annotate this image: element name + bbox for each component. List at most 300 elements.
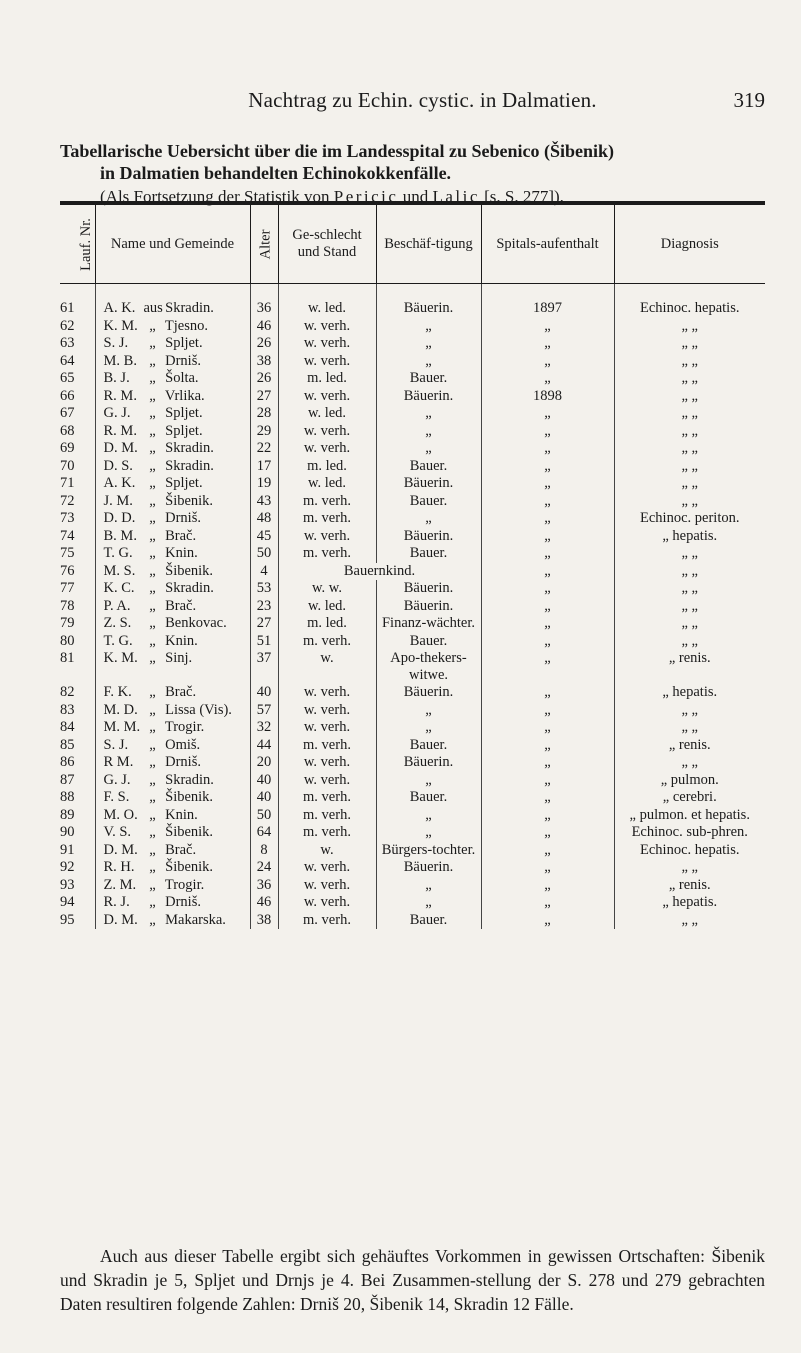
table-header xyxy=(60,203,765,284)
name-and-municipality xyxy=(95,842,250,860)
age: 20 xyxy=(250,754,278,772)
occupation: „ xyxy=(376,335,481,353)
from-marker: „ xyxy=(149,317,156,334)
name-and-municipality xyxy=(95,475,250,493)
municipality: Brač. xyxy=(165,684,197,700)
hospital-stay: „ xyxy=(481,335,614,353)
patient-initials: S. J. xyxy=(103,335,129,351)
patient-initials: F. K. xyxy=(103,684,132,700)
table-row xyxy=(60,824,765,842)
case-number: 89 xyxy=(60,806,75,823)
table-row xyxy=(60,702,765,720)
occupation: „ xyxy=(376,440,481,458)
from-marker: „ xyxy=(149,754,156,770)
diagnosis: „ „ xyxy=(614,440,765,458)
name-and-municipality xyxy=(95,335,250,353)
diagnosis: „ „ xyxy=(614,335,765,353)
spacer-row xyxy=(60,284,765,301)
age: 38 xyxy=(250,353,278,371)
occupation: Bäuerin. xyxy=(376,598,481,616)
municipality: Drniš. xyxy=(165,352,201,369)
header-lauf-nr: Lauf. Nr. xyxy=(60,203,95,284)
from-marker: „ xyxy=(149,632,156,649)
table-row xyxy=(60,458,765,476)
diagnosis: „ pulmon. xyxy=(614,772,765,790)
occupation: Bauer. xyxy=(376,737,481,755)
header-sex: Ge-schlecht und Stand xyxy=(278,203,376,284)
sex-and-status: w. led. xyxy=(278,405,376,423)
from-marker: „ xyxy=(149,859,156,875)
diagnosis: „ „ xyxy=(614,580,765,598)
age: 46 xyxy=(250,894,278,912)
patient-initials: F. S. xyxy=(103,789,130,805)
table-row xyxy=(60,510,765,528)
from-marker: „ xyxy=(149,387,156,404)
patient-initials: M. S. xyxy=(103,562,136,579)
name-and-municipality xyxy=(95,894,250,912)
from-marker: „ xyxy=(149,615,156,631)
case-number: 66 xyxy=(60,387,75,404)
diagnosis: „ „ xyxy=(614,318,765,336)
from-marker: „ xyxy=(149,562,156,579)
diagnosis: „ „ xyxy=(614,493,765,511)
hospital-stay: „ xyxy=(481,353,614,371)
occupation: Bauer. xyxy=(376,912,481,930)
patient-initials: S. J. xyxy=(103,736,129,753)
table-row xyxy=(60,545,765,563)
sex-and-status: w. verh. xyxy=(278,772,376,790)
hospital-stay: „ xyxy=(481,493,614,511)
occupation: Bauer. xyxy=(376,370,481,388)
age: 26 xyxy=(250,370,278,388)
age: 40 xyxy=(250,772,278,790)
hospital-stay: „ xyxy=(481,824,614,842)
name-and-municipality xyxy=(95,510,250,528)
municipality: Knin. xyxy=(165,545,198,561)
patient-initials: R. H. xyxy=(103,859,135,875)
name-and-municipality xyxy=(95,754,250,772)
age: 37 xyxy=(250,650,278,684)
case-number: 81 xyxy=(60,650,75,666)
age: 32 xyxy=(250,719,278,737)
from-marker: „ xyxy=(149,876,156,893)
patient-initials: P. A. xyxy=(103,597,131,614)
hospital-stay: „ xyxy=(481,650,614,684)
case-number: 65 xyxy=(60,370,75,386)
sex-and-status: m. verh. xyxy=(278,545,376,563)
patient-initials: A. K. xyxy=(103,300,136,316)
from-marker: „ xyxy=(149,405,156,421)
municipality: Trogir. xyxy=(164,876,205,893)
table-row xyxy=(60,475,765,493)
hospital-stay: „ xyxy=(481,877,614,895)
hospital-stay: „ xyxy=(481,580,614,598)
patient-initials: B. M. xyxy=(103,527,137,544)
name-and-municipality xyxy=(95,877,250,895)
table-row xyxy=(60,353,765,371)
hospital-stay: „ xyxy=(481,528,614,546)
case-number: 63 xyxy=(60,335,75,351)
age: 46 xyxy=(250,318,278,336)
name-and-municipality xyxy=(95,493,250,511)
municipality: Šibenik. xyxy=(165,492,214,509)
case-number: 94 xyxy=(60,894,75,910)
municipality: Sinj. xyxy=(165,650,193,666)
age: 64 xyxy=(250,824,278,842)
name-and-municipality xyxy=(95,423,250,441)
from-marker: „ xyxy=(149,335,156,351)
case-number: 88 xyxy=(60,789,75,805)
author-lalic: Lalic xyxy=(432,187,480,206)
municipality: Lissa (Vis). xyxy=(165,701,232,718)
municipality: Skradin. xyxy=(165,300,214,316)
hospital-stay: „ xyxy=(481,859,614,877)
occupation: Bäuerin. xyxy=(376,580,481,598)
from-marker: „ xyxy=(149,492,156,509)
occupation: Bäuerin. xyxy=(376,475,481,493)
name-and-municipality xyxy=(95,807,250,825)
age: 29 xyxy=(250,423,278,441)
hospital-stay: 1898 xyxy=(481,388,614,406)
diagnosis: „ hepatis. xyxy=(614,528,765,546)
patient-initials: K. C. xyxy=(103,580,135,596)
age: 40 xyxy=(250,684,278,702)
municipality: Vrlika. xyxy=(164,387,205,404)
age: 38 xyxy=(250,912,278,930)
from-marker: „ xyxy=(149,771,156,788)
patient-initials: D. D. xyxy=(103,510,136,526)
header-diagnosis: Diagnosis xyxy=(614,203,765,284)
occupation: Bauer. xyxy=(376,493,481,511)
patient-initials: M. B. xyxy=(103,352,137,369)
municipality: Makarska. xyxy=(165,911,226,928)
diagnosis: „ cerebri. xyxy=(614,789,765,807)
patient-initials: K. M. xyxy=(103,317,138,334)
name-and-municipality xyxy=(95,353,250,371)
diagnosis: „ „ xyxy=(614,702,765,720)
name-and-municipality xyxy=(95,824,250,842)
municipality: Drniš. xyxy=(165,510,201,526)
sex-and-status: m. led. xyxy=(278,370,376,388)
sex-and-status: w. verh. xyxy=(278,877,376,895)
municipality: Trogir. xyxy=(164,719,205,735)
hospital-stay: „ xyxy=(481,702,614,720)
municipality: Šibenik. xyxy=(165,824,214,840)
case-number: 80 xyxy=(60,632,75,649)
occupation: Bäuerin. xyxy=(376,528,481,546)
diagnosis: „ renis. xyxy=(614,650,765,684)
case-number: 79 xyxy=(60,615,75,631)
municipality: Omiš. xyxy=(165,736,201,753)
occupation: Bauer. xyxy=(376,633,481,651)
footer-paragraph: Auch aus dieser Tabelle ergibt sich gehäuftes Vorkommen in gewissen Ortschaften: Šibenik und Skradin je 5, Spljet und Drnjs je 4. Bei Zusammen-stellung der S. 278 und 279 gebrachten Daten resultiren folgende Zahlen: Drniš 20, Šibenik 14, Skradin 12 Fälle. xyxy=(60,1246,765,1314)
occupation: „ xyxy=(376,405,481,423)
table-row xyxy=(60,615,765,633)
sex-and-status: m. verh. xyxy=(278,737,376,755)
name-and-municipality xyxy=(95,737,250,755)
name-and-municipality xyxy=(95,300,250,318)
name-and-municipality xyxy=(95,440,250,458)
from-marker: „ xyxy=(149,352,156,369)
occupation: „ xyxy=(376,318,481,336)
table-row xyxy=(60,650,765,684)
diagnosis: „ „ xyxy=(614,423,765,441)
table-row xyxy=(60,300,765,318)
sex-and-occupation: Bauernkind. xyxy=(278,563,481,581)
hospital-stay: „ xyxy=(481,598,614,616)
patient-initials: A. K. xyxy=(103,475,136,491)
table-row xyxy=(60,528,765,546)
name-and-municipality xyxy=(95,702,250,720)
from-marker: „ xyxy=(149,457,156,474)
case-number: 76 xyxy=(60,562,75,579)
case-number: 92 xyxy=(60,859,75,875)
case-number: 74 xyxy=(60,527,75,544)
diagnosis: „ „ xyxy=(614,719,765,737)
hospital-stay: „ xyxy=(481,563,614,581)
age: 26 xyxy=(250,335,278,353)
from-marker: „ xyxy=(149,422,156,439)
municipality: Spljet. xyxy=(165,405,203,421)
occupation: „ xyxy=(376,353,481,371)
patient-initials: G. J. xyxy=(103,405,131,421)
patient-initials: K. M. xyxy=(103,650,138,666)
table-row xyxy=(60,388,765,406)
diagnosis: Echinoc. periton. xyxy=(614,510,765,528)
table-body xyxy=(60,284,765,930)
header-age: Alter xyxy=(250,203,278,284)
from-marker: aus xyxy=(143,300,163,316)
occupation: „ xyxy=(376,807,481,825)
occupation: Bäuerin. xyxy=(376,300,481,318)
sex-and-status: w. verh. xyxy=(278,528,376,546)
name-and-municipality xyxy=(95,598,250,616)
sex-and-status: w. verh. xyxy=(278,388,376,406)
from-marker: „ xyxy=(149,736,156,753)
sex-and-status: w. w. xyxy=(278,580,376,598)
from-marker: „ xyxy=(149,527,156,544)
occupation: „ xyxy=(376,423,481,441)
municipality: Skradin. xyxy=(165,580,214,596)
patient-initials: R. M. xyxy=(103,422,137,439)
age: 23 xyxy=(250,598,278,616)
hospital-stay: „ xyxy=(481,807,614,825)
subtitle-pre: (Als Fortsetzung der Statistik von xyxy=(100,187,334,206)
patient-initials: D. M. xyxy=(103,911,138,928)
hospital-stay: „ xyxy=(481,615,614,633)
name-and-municipality xyxy=(95,912,250,930)
name-and-municipality xyxy=(95,370,250,388)
age: 22 xyxy=(250,440,278,458)
table-row xyxy=(60,807,765,825)
diagnosis: „ „ xyxy=(614,475,765,493)
sex-and-status: w. verh. xyxy=(278,702,376,720)
table-row xyxy=(60,318,765,336)
diagnosis: „ „ xyxy=(614,458,765,476)
age: 24 xyxy=(250,859,278,877)
age: 57 xyxy=(250,702,278,720)
occupation: Bäuerin. xyxy=(376,388,481,406)
diagnosis: „ renis. xyxy=(614,737,765,755)
name-and-municipality xyxy=(95,633,250,651)
sex-and-status: m. led. xyxy=(278,615,376,633)
sex-and-status: w. led. xyxy=(278,598,376,616)
patient-initials: R. J. xyxy=(103,894,130,910)
hospital-stay: „ xyxy=(481,789,614,807)
header-job: Beschäf-tigung xyxy=(376,203,481,284)
age: 53 xyxy=(250,580,278,598)
municipality: Brač. xyxy=(165,527,197,544)
municipality: Šibenik. xyxy=(165,789,214,805)
sex-and-status: w. xyxy=(278,842,376,860)
age: 43 xyxy=(250,493,278,511)
subtitle-mid: und xyxy=(398,187,433,206)
sex-and-status: m. verh. xyxy=(278,912,376,930)
name-and-municipality xyxy=(95,388,250,406)
age: 50 xyxy=(250,545,278,563)
name-and-municipality xyxy=(95,789,250,807)
diagnosis: „ pulmon. et hepatis. xyxy=(614,807,765,825)
hospital-stay: „ xyxy=(481,405,614,423)
municipality: Šibenik. xyxy=(165,859,214,875)
case-number: 93 xyxy=(60,876,75,893)
case-number: 70 xyxy=(60,457,75,474)
hospital-stay: „ xyxy=(481,737,614,755)
from-marker: „ xyxy=(149,806,156,823)
age: 36 xyxy=(250,300,278,318)
case-number: 91 xyxy=(60,841,75,858)
case-number: 82 xyxy=(60,684,75,700)
sex-and-status: m. verh. xyxy=(278,824,376,842)
table-row xyxy=(60,789,765,807)
diagnosis: „ „ xyxy=(614,912,765,930)
case-number: 83 xyxy=(60,701,75,718)
age: 19 xyxy=(250,475,278,493)
case-number: 69 xyxy=(60,440,75,456)
diagnosis: „ renis. xyxy=(614,877,765,895)
subtitle-post: [s. S. 277]). xyxy=(479,187,564,206)
diagnosis: „ „ xyxy=(614,388,765,406)
name-and-municipality xyxy=(95,528,250,546)
case-number: 71 xyxy=(60,475,75,491)
echinococcus-cases-table xyxy=(60,201,765,929)
diagnosis: „ „ xyxy=(614,563,765,581)
occupation: Bäuerin. xyxy=(376,754,481,772)
hospital-stay: 1897 xyxy=(481,300,614,318)
sex-and-status: m. verh. xyxy=(278,807,376,825)
hospital-stay: „ xyxy=(481,458,614,476)
occupation: Finanz-wächter. xyxy=(376,615,481,633)
occupation: Bürgers-tochter. xyxy=(376,842,481,860)
occupation: „ xyxy=(376,702,481,720)
running-title: Nachtrag zu Echin. cystic. in Dalmatien. xyxy=(248,88,597,112)
case-number: 77 xyxy=(60,580,75,596)
patient-initials: R M. xyxy=(103,754,134,770)
case-number: 78 xyxy=(60,597,75,614)
header-stay: Spitals-aufenthalt xyxy=(481,203,614,284)
municipality: Spljet. xyxy=(165,475,203,491)
hospital-stay: „ xyxy=(481,842,614,860)
occupation: Bauer. xyxy=(376,458,481,476)
table-row xyxy=(60,842,765,860)
hospital-stay: „ xyxy=(481,370,614,388)
patient-initials: Z. M. xyxy=(103,876,137,893)
sex-and-status: w. verh. xyxy=(278,353,376,371)
hospital-stay: „ xyxy=(481,440,614,458)
table-row xyxy=(60,440,765,458)
from-marker: „ xyxy=(149,824,156,840)
municipality: Skradin. xyxy=(165,440,214,456)
name-and-municipality xyxy=(95,772,250,790)
sex-and-status: w. verh. xyxy=(278,423,376,441)
sex-and-status: w. led. xyxy=(278,300,376,318)
from-marker: „ xyxy=(149,545,156,561)
table-row xyxy=(60,684,765,702)
case-number: 87 xyxy=(60,771,75,788)
patient-initials: M. D. xyxy=(103,701,138,718)
from-marker: „ xyxy=(149,597,156,614)
municipality: Skradin. xyxy=(165,771,214,788)
case-number: 72 xyxy=(60,492,75,509)
table-row xyxy=(60,370,765,388)
patient-initials: M. O. xyxy=(103,806,138,823)
table-row xyxy=(60,405,765,423)
name-and-municipality xyxy=(95,859,250,877)
hospital-stay: „ xyxy=(481,772,614,790)
name-and-municipality xyxy=(95,318,250,336)
patient-initials: D. M. xyxy=(103,440,138,456)
age: 45 xyxy=(250,528,278,546)
patient-initials: Z. S. xyxy=(103,615,132,631)
name-and-municipality xyxy=(95,719,250,737)
from-marker: „ xyxy=(149,789,156,805)
hospital-stay: „ xyxy=(481,894,614,912)
occupation: Apo-thekers-witwe. xyxy=(376,650,481,684)
table-row xyxy=(60,335,765,353)
occupation: Bäuerin. xyxy=(376,859,481,877)
occupation: Bauer. xyxy=(376,789,481,807)
age: 36 xyxy=(250,877,278,895)
municipality: Spljet. xyxy=(165,335,203,351)
age: 48 xyxy=(250,510,278,528)
diagnosis: „ „ xyxy=(614,859,765,877)
diagnosis: Echinoc. hepatis. xyxy=(614,842,765,860)
case-number: 86 xyxy=(60,754,75,770)
name-and-municipality xyxy=(95,615,250,633)
from-marker: „ xyxy=(149,370,156,386)
sex-and-status: m. verh. xyxy=(278,633,376,651)
from-marker: „ xyxy=(149,684,156,700)
occupation: „ xyxy=(376,824,481,842)
table-row xyxy=(60,754,765,772)
occupation: Bäuerin. xyxy=(376,684,481,702)
hospital-stay: „ xyxy=(481,754,614,772)
diagnosis: „ „ xyxy=(614,353,765,371)
patient-initials: D. M. xyxy=(103,841,138,858)
table-row xyxy=(60,894,765,912)
table-row xyxy=(60,737,765,755)
case-number: 61 xyxy=(60,300,75,316)
case-number: 84 xyxy=(60,719,75,735)
patient-initials: G. J. xyxy=(103,771,131,788)
diagnosis: Echinoc. sub-phren. xyxy=(614,824,765,842)
case-number: 73 xyxy=(60,510,75,526)
sex-and-status: w. verh. xyxy=(278,754,376,772)
name-and-municipality xyxy=(95,650,250,684)
patient-initials: J. M. xyxy=(103,492,133,509)
from-marker: „ xyxy=(149,650,156,666)
page-number: 319 xyxy=(733,88,765,112)
